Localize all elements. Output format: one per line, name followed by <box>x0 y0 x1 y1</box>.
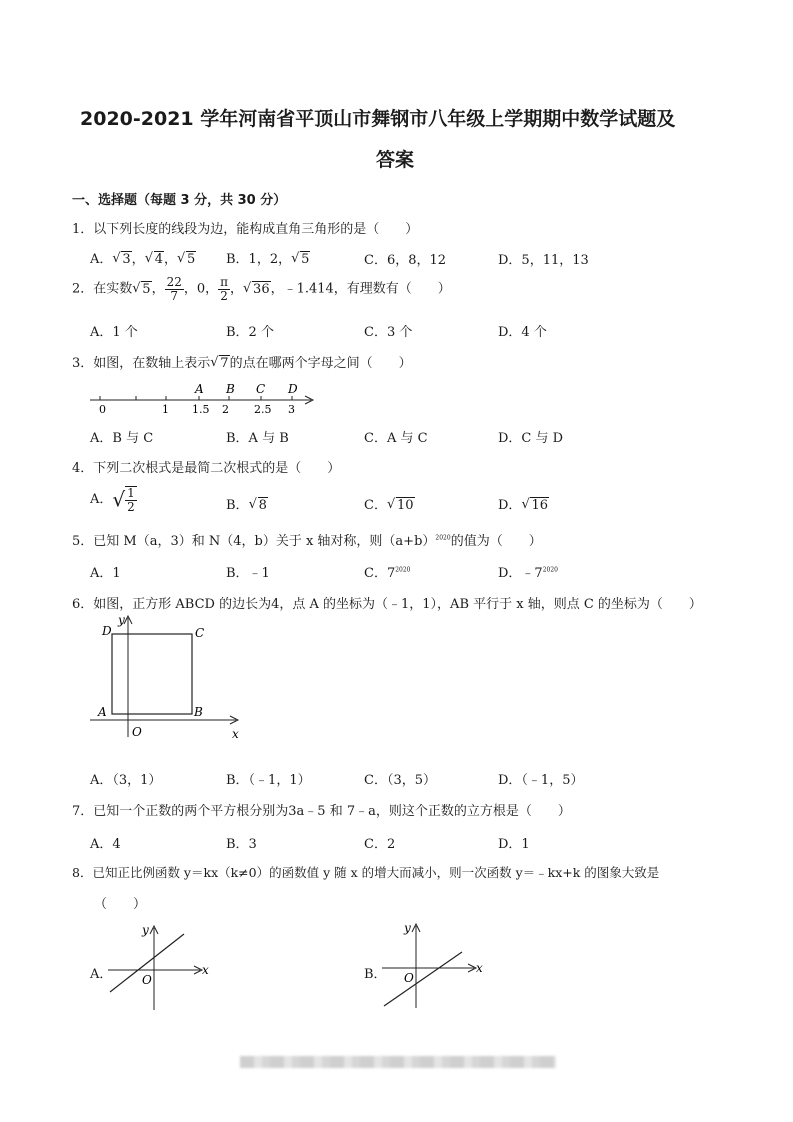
sqrt-sign: √ <box>112 487 126 512</box>
number-line-tick-label: 2 <box>222 403 229 416</box>
question-8-stem: 8．已知正比例函数 y＝kx（k≠0）的函数值 y 随 x 的增大而减小，则一次函数 y＝﹣kx+k 的图象大致是 <box>72 865 660 880</box>
q1-option-a: A．√ 3，√ 4，√ 5 <box>90 248 196 267</box>
q7-option-a: A．4 <box>90 837 121 852</box>
label-b: B <box>194 705 203 719</box>
number-line-tick-label: 0 <box>99 403 106 416</box>
q6-option-d: D．（﹣1，5） <box>498 773 584 788</box>
number-line-point-label: C <box>256 382 266 396</box>
q8-option-a-label: A． <box>90 967 113 982</box>
sqrt-expression: √ 3 <box>112 252 131 267</box>
q1-option-b: B．1，2，√ 5 <box>226 248 310 267</box>
page-title-line2: 答案 <box>376 149 415 171</box>
sqrt-expression: √ 16 <box>521 498 549 513</box>
number-line-point-label: B <box>226 382 235 396</box>
sqrt-expression: √ 5 <box>132 282 151 297</box>
sqrt-expression: √ 5 <box>291 252 310 267</box>
q2-option-c: C．3 个 <box>364 325 413 340</box>
question-4-stem: 4．下列二次根式是最简二次根式的是（ ） <box>72 461 341 476</box>
label-origin: O <box>142 973 152 987</box>
q1-option-d: D．5，11，13 <box>498 253 589 268</box>
q2-option-d: D．4 个 <box>498 325 547 340</box>
q1-option-c: C．6，8，12 <box>364 253 447 268</box>
square-abcd <box>112 634 192 714</box>
q3-option-b: B．A 与 B <box>226 431 289 446</box>
number-line-point-label: A <box>195 382 204 396</box>
sqrt-expression: √ 4 <box>145 252 164 267</box>
q3-option-d: D．C 与 D <box>498 431 564 446</box>
question-2-stem: 2．在实数√ 5， $\frac{22}{7}$ ，0， $\frac{\pi}{2}$ ，√ 36，﹣1.414，有理数有（ ） <box>72 276 451 302</box>
sqrt-expression: √ 10 <box>387 498 415 513</box>
q5-option-c: C．$7^{2020}$ <box>364 566 411 581</box>
question-7-stem: 7．已知一个正数的两个平方根分别为3a﹣5 和 7﹣a，则这个正数的立方根是（ ） <box>72 804 571 819</box>
blurred-watermark <box>240 1056 556 1068</box>
q7-option-c: C．2 <box>364 837 396 852</box>
label-y: y <box>142 923 149 937</box>
section-heading: 一、选择题（每题 3 分，共 30 分） <box>72 193 287 208</box>
question-8-paren: （ ） <box>94 897 147 912</box>
q8-graph-b <box>380 920 490 1012</box>
label-x: x <box>202 963 209 977</box>
page-title-line1: 2020-2021 学年河南省平顶山市舞钢市八年级上学期期中数学试题及 <box>80 108 676 130</box>
sqrt-expression: √ 7 <box>210 356 229 371</box>
q6-option-b: B．（﹣1，1） <box>226 773 311 788</box>
number-line-figure <box>86 378 322 416</box>
label-origin: O <box>404 971 414 985</box>
q5-option-b: B．﹣1 <box>226 566 270 581</box>
q7-option-d: D．1 <box>498 837 530 852</box>
q2-option-a: A．1 个 <box>90 325 138 340</box>
q2-option-b: B．2 个 <box>226 325 274 340</box>
number-line-point-label: D <box>288 382 298 396</box>
q5-option-d: D．$﹣7^{2020}$ <box>498 566 558 581</box>
number-line-tick-label: 2.5 <box>254 403 272 416</box>
label-x: x <box>476 961 483 975</box>
function-line <box>384 952 462 1006</box>
q4-option-a: A．√ $\frac{1}{2}$ <box>90 486 135 514</box>
label-c: C <box>195 626 205 640</box>
q7-option-b: B．3 <box>226 837 257 852</box>
question-5-stem: 5．已知 M（a，3）和 N（4，b）关于 x 轴对称，则$(a+b)^{2020}$的值为（ ） <box>72 534 542 549</box>
label-d: D <box>102 624 112 638</box>
number-line-tick-label: 1 <box>162 403 169 416</box>
q6-option-a: A．（3，1） <box>90 773 162 788</box>
q8-graph-a <box>106 922 216 1014</box>
fraction: $\frac{22}{7}$ <box>166 275 182 303</box>
q5-option-a: A．1 <box>90 566 121 581</box>
label-x: x <box>232 727 239 741</box>
q6-option-c: C．（3，5） <box>364 773 436 788</box>
sqrt-expression: √ 8 <box>249 498 268 513</box>
sqrt-expression: √ 5 <box>177 252 196 267</box>
fraction: $\frac{1}{2}$ <box>127 486 135 514</box>
q4-option-c: C．√ 10 <box>364 494 415 513</box>
label-a: A <box>98 705 107 719</box>
question-1-stem: 1．以下列长度的线段为边，能构成直角三角形的是（ ） <box>72 222 419 237</box>
q3-option-a: A．B 与 C <box>90 431 154 446</box>
q4-option-d: D．√ 16 <box>498 494 549 513</box>
number-line-tick-label: 3 <box>288 403 295 416</box>
fraction: $\frac{\pi}{2}$ <box>220 275 229 303</box>
q4-option-b: B．√ 8 <box>226 494 268 513</box>
label-y: y <box>118 613 125 627</box>
label-y: y <box>404 921 411 935</box>
sqrt-expression: √ 36 <box>243 282 271 297</box>
question-6-stem: 6．如图，正方形 ABCD 的边长为4，点 A 的坐标为（﹣1，1），AB 平行于 x 轴，则点 C 的坐标为（ ） <box>72 597 702 612</box>
label-origin: O <box>132 725 142 739</box>
question-3-stem: 3．如图，在数轴上表示√ 7的点在哪两个字母之间（ ） <box>72 352 412 371</box>
q8-option-b-label: B． <box>364 967 387 982</box>
option-label: A． <box>90 252 113 267</box>
number-line-tick-label: 1.5 <box>192 403 210 416</box>
square-coordinate-figure <box>86 612 256 742</box>
q3-option-c: C．A 与 C <box>364 431 428 446</box>
